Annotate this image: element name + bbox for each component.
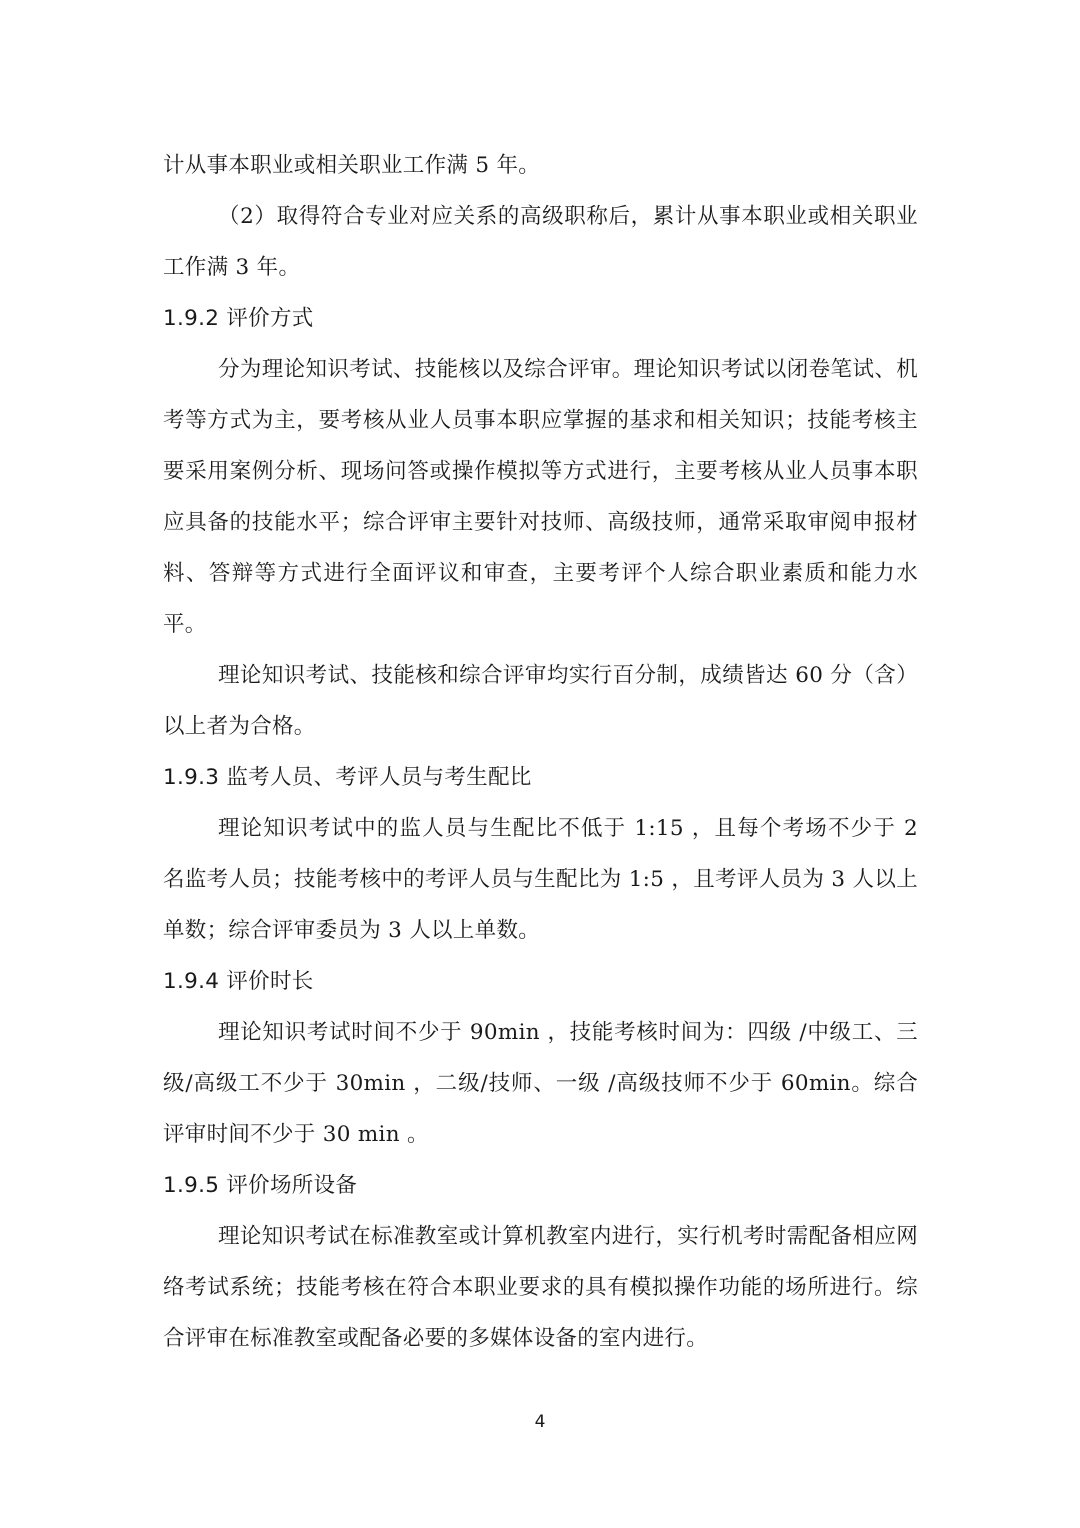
paragraph-scoring: 理论知识考试、技能核和综合评审均实行百分制，成绩皆达 60 分（含）以上者为合格。: [163, 663, 918, 739]
section-heading-1-9-4: 1.9.4 评价时长: [163, 969, 314, 994]
paragraph-item-2: （2）取得符合专业对应关系的高级职称后，累计从事本职业或相关职业工作满 3 年。: [163, 204, 918, 280]
paragraph-continuation: 计从事本职业或相关职业工作满 5 年。: [163, 153, 541, 178]
section-heading-1-9-2: 1.9.2 评价方式: [163, 306, 314, 331]
paragraph-staff-ratio: 理论知识考试中的监人员与生配比不低于 1:15 ，且每个考场不少于 2 名监考人员；技能考核中的考评人员与生配比为 1:5 ，且考评人员为 3 人以上单数；综合评审委员为 3 人以上单数。: [163, 816, 918, 943]
paragraph-venue-equipment: 理论知识考试在标准教室或计算机教室内进行，实行机考时需配备相应网络考试系统；技能考核在符合本职业要求的具有模拟操作功能的场所进行。综合评审在标准教室或配备必要的多媒体设备的室内进行。: [163, 1224, 918, 1351]
section-heading-1-9-3: 1.9.3 监考人员、考评人员与考生配比: [163, 765, 532, 790]
paragraph-evaluation-methods: 分为理论知识考试、技能核以及综合评审。理论知识考试以闭卷笔试、机考等方式为主，要考核从业人员事本职应掌握的基求和相关知识；技能考核主要采用案例分析、现场问答或操作模拟等方式进行，主要考核从业人员事本职应具备的技能水平；综合评审主要针对技师、高级技师，通常采取审阅申报材料、答辩等方式进行全面评议和审查，主要考评个人综合职业素质和能力水平。: [163, 357, 918, 637]
paragraph-duration: 理论知识考试时间不少于 90min ，技能考核时间为：四级 /中级工、三级/高级工不少于 30min ，二级/技师、一级 /高级技师不少于 60min。综合评审时间不少于 30 min 。: [163, 1020, 918, 1147]
page-number: 4: [534, 1412, 546, 1432]
document-body: [163, 140, 918, 1364]
section-heading-1-9-5: 1.9.5 评价场所设备: [163, 1173, 358, 1198]
